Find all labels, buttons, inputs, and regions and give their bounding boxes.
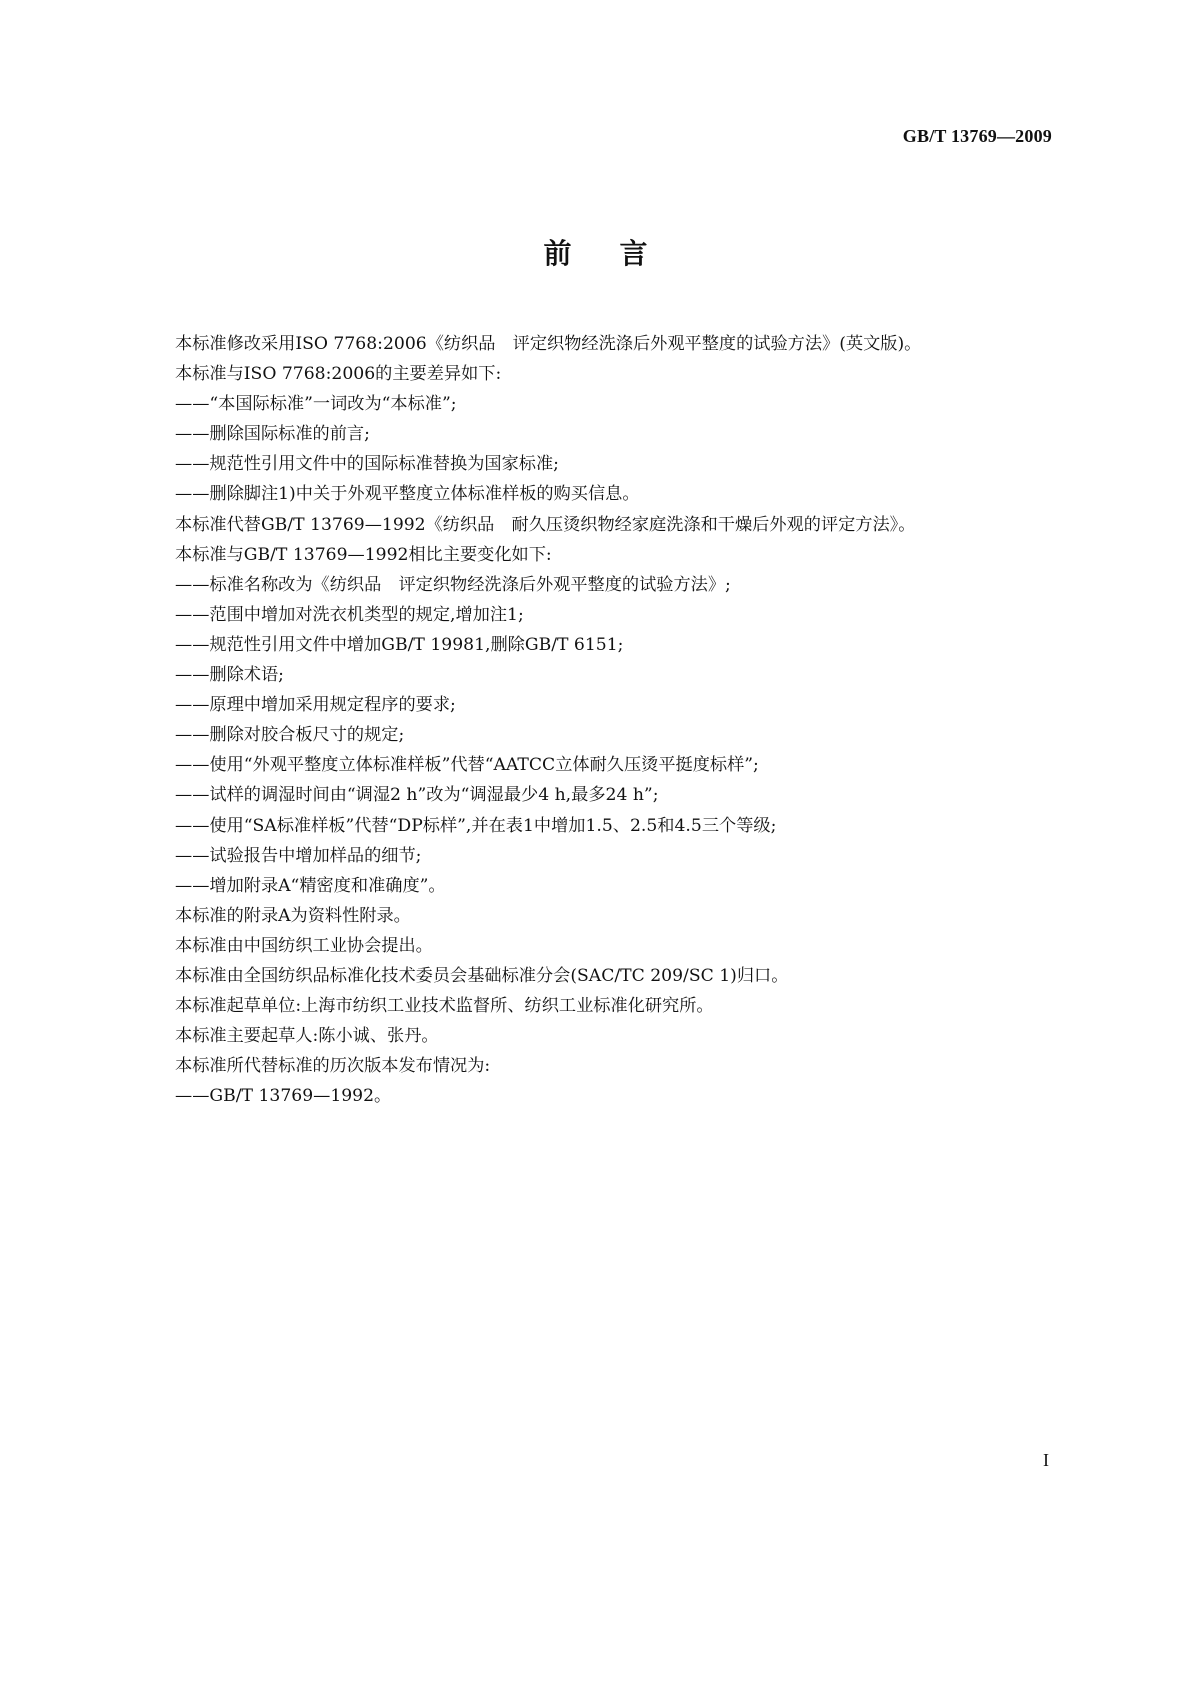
- list-item: ——删除术语;: [175, 665, 284, 686]
- body-line: 本标准起草单位:上海市纺织工业技术监督所、纺织工业标准化研究所。: [175, 996, 714, 1017]
- body-line: 本标准的附录A为资料性附录。: [175, 905, 411, 926]
- list-item: ——试样的调湿时间由“调湿2 h”改为“调湿最少4 h,最多24 h”;: [175, 785, 659, 806]
- list-item: ——增加附录A“精密度和准确度”。: [175, 875, 446, 896]
- foreword-body: [175, 329, 1055, 1111]
- page-number: I: [1043, 1450, 1049, 1470]
- list-item: ——使用“SA标准样板”代替“DP标样”,并在表1中增加1.5、2.5和4.5三个等级;: [175, 815, 777, 836]
- body-line: 本标准与GB/T 13769—1992相比主要变化如下:: [175, 544, 552, 565]
- body-line: 本标准所代替标准的历次版本发布情况为:: [175, 1056, 491, 1077]
- list-item: ——标准名称改为《纺织品 评定织物经洗涤后外观平整度的试验方法》;: [175, 574, 731, 595]
- list-item: ——规范性引用文件中的国际标准替换为国家标准;: [175, 454, 559, 475]
- body-line: 本标准代替GB/T 13769—1992《纺织品 耐久压烫织物经家庭洗涤和干燥后外观的评定方法》。: [175, 514, 916, 535]
- list-item: ——删除脚注1)中关于外观平整度立体标准样板的购买信息。: [175, 484, 640, 505]
- body-line: 本标准由全国纺织品标准化技术委员会基础标准分会(SAC/TC 209/SC 1)归口。: [175, 965, 789, 986]
- body-line: 本标准主要起草人:陈小诚、张丹。: [175, 1026, 439, 1047]
- list-item: ——删除国际标准的前言;: [175, 424, 370, 445]
- list-item: ——原理中增加采用规定程序的要求;: [175, 695, 456, 716]
- list-item: ——使用“外观平整度立体标准样板”代替“AATCC立体耐久压烫平挺度标样”;: [175, 755, 759, 776]
- list-item: ——“本国际标准”一词改为“本标准”;: [175, 394, 457, 415]
- list-item: ——规范性引用文件中增加GB/T 19981,删除GB/T 6151;: [175, 634, 624, 655]
- list-item: ——GB/T 13769—1992。: [175, 1086, 392, 1107]
- list-item: ——试验报告中增加样品的细节;: [175, 845, 422, 866]
- page-title: 前言: [543, 237, 696, 270]
- list-item: ——删除对胶合板尺寸的规定;: [175, 725, 405, 746]
- body-line: 本标准由中国纺织工业协会提出。: [175, 935, 433, 956]
- list-item: ——范围中增加对洗衣机类型的规定,增加注1;: [175, 604, 524, 625]
- standard-code: GB/T 13769—2009: [902, 126, 1052, 146]
- body-line: 本标准与ISO 7768:2006的主要差异如下:: [175, 364, 502, 385]
- body-line: 本标准修改采用ISO 7768:2006《纺织品 评定织物经洗涤后外观平整度的试验方法》(英文版)。: [175, 334, 922, 354]
